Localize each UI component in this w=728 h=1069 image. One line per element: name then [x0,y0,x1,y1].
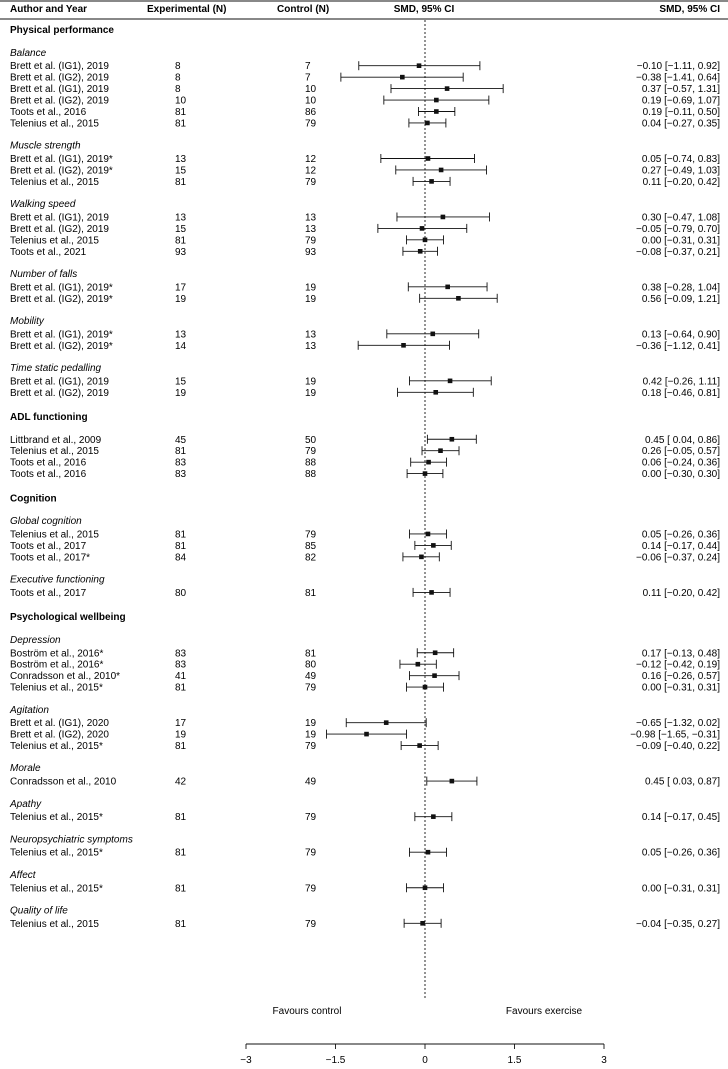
point-estimate-marker [441,215,446,220]
control-n: 13 [305,223,317,235]
point-estimate-marker [419,555,424,560]
study-row [10,177,720,188]
study-name: Telenius et al., 2015 [10,235,99,247]
experimental-n: 81 [175,847,187,859]
study-name: Brett et al. (IG2), 2020 [10,729,109,741]
study-row [10,446,720,457]
experimental-n: 14 [175,340,187,352]
subgroup-title: Depression [10,634,61,646]
x-axis [240,1044,607,1066]
point-estimate-marker [416,662,421,667]
smd-ci-text: 0.26 [−0.05, 0.57] [641,446,720,458]
study-name: Telenius et al., 2015 [10,176,99,188]
control-n: 81 [305,648,317,660]
study-row [10,671,720,682]
x-tick-label: 1.5 [507,1055,522,1066]
study-name: Brett et al. (IG2), 2019 [10,387,109,399]
study-row [10,282,720,293]
study-name: Toots et al., 2016 [10,469,87,481]
smd-ci-text: 0.00 [−0.30, 0.30] [641,469,720,481]
study-name: Brett et al. (IG1), 2019 [10,61,109,73]
point-estimate-marker [433,650,438,655]
experimental-n: 93 [175,246,187,258]
study-row [10,730,720,741]
control-n: 13 [305,212,317,224]
smd-ci-text: 0.13 [−0.64, 0.90] [641,329,720,341]
study-name: Toots et al., 2021 [10,246,87,258]
study-row [10,107,720,118]
study-row [10,741,720,752]
study-row [10,883,720,894]
smd-ci-text: 0.05 [−0.26, 0.36] [641,529,720,541]
control-n: 13 [305,329,317,341]
control-n: 79 [305,682,317,694]
header-smd-text: SMD, 95% CI [659,4,720,15]
subgroup-title: Balance [10,47,47,59]
smd-ci-text: 0.00 [−0.31, 0.31] [641,682,720,694]
experimental-n: 45 [175,434,187,446]
header-smd-plot: SMD, 95% CI [393,4,455,15]
control-n: 19 [305,718,317,730]
x-tick-label: −3 [240,1055,252,1066]
study-name: Littbrand et al., 2009 [10,434,102,446]
study-name: Telenius et al., 2015 [10,918,99,930]
experimental-n: 19 [175,293,187,305]
study-row [10,165,720,176]
point-estimate-marker [429,590,434,595]
study-row [10,812,720,823]
experimental-n: 83 [175,457,187,469]
control-n: 7 [305,61,311,73]
study-row [10,96,720,107]
smd-ci-text: 0.37 [−0.57, 1.31] [641,84,720,96]
point-estimate-marker [445,86,450,91]
x-tick-label: −1.5 [325,1055,346,1066]
point-estimate-marker [450,779,455,784]
study-name: Telenius et al., 2015* [10,847,103,859]
control-n: 79 [305,118,317,130]
study-row [10,247,720,258]
subgroup-title: Quality of life [10,905,68,917]
smd-ci-text: 0.05 [−0.74, 0.83] [641,154,720,165]
experimental-n: 19 [175,729,187,741]
experimental-n: 83 [175,648,187,660]
x-tick-label: 3 [601,1055,607,1066]
study-row [10,777,720,788]
point-estimate-marker [450,437,455,442]
study-name: Brett et al. (IG1), 2019 [10,376,109,388]
smd-ci-text: 0.45 [ 0.04, 0.86] [644,434,720,446]
control-n: 79 [305,176,317,188]
point-estimate-marker [431,543,436,548]
study-row [10,588,720,599]
smd-ci-text: 0.19 [−0.11, 0.50] [642,107,720,118]
section-title: ADL functioning [10,411,88,423]
control-n: 10 [305,84,317,96]
smd-ci-text: 0.30 [−0.47, 1.08] [641,212,720,224]
control-n: 79 [305,918,317,930]
control-n: 19 [305,282,317,294]
point-estimate-marker [417,63,422,68]
header-experimental: Experimental (N) [147,4,227,15]
study-row [10,224,720,235]
study-name: Telenius et al., 2015 [10,446,99,458]
point-estimate-marker [434,98,439,103]
smd-ci-text: −0.08 [−0.37, 0.21] [636,246,720,258]
control-n: 79 [305,741,317,753]
study-name: Brett et al. (IG2), 2019 [10,72,109,84]
point-estimate-marker [401,343,406,348]
experimental-n: 83 [175,469,187,481]
study-name: Conradsson et al., 2010 [10,776,117,788]
experimental-n: 81 [175,176,187,188]
control-n: 19 [305,387,317,399]
point-estimate-marker [429,179,434,184]
point-estimate-marker [400,75,405,80]
study-row [10,660,720,671]
study-row [10,212,720,223]
control-n: 79 [305,812,317,824]
smd-ci-text: 0.14 [−0.17, 0.44] [641,540,720,552]
study-name: Brett et al. (IG1), 2019* [10,329,113,341]
control-n: 86 [305,107,317,118]
experimental-n: 15 [175,376,187,388]
study-row [10,294,720,305]
experimental-n: 81 [175,540,187,552]
experimental-n: 19 [175,387,187,399]
experimental-n: 83 [175,659,187,671]
smd-ci-text: −0.65 [−1.32, 0.02] [636,718,720,730]
point-estimate-marker [456,296,461,301]
point-estimate-marker [438,448,443,453]
study-row [10,118,720,129]
study-name: Toots et al., 2017 [10,587,87,599]
study-name: Toots et al., 2016 [10,107,87,118]
point-estimate-marker [384,720,389,725]
point-estimate-marker [430,332,435,337]
favours-exercise-label: Favours exercise [505,1006,583,1017]
smd-ci-text: 0.38 [−0.28, 1.04] [641,282,720,294]
control-n: 10 [305,95,317,107]
control-n: 88 [305,457,317,469]
smd-ci-text: 0.27 [−0.49, 1.03] [641,165,720,177]
point-estimate-marker [423,885,428,890]
favours-control-label: Favours control [272,1006,342,1017]
study-row [10,919,720,930]
smd-ci-text: 0.00 [−0.31, 0.31] [641,235,720,247]
header-author: Author and Year [10,4,88,15]
point-estimate-marker [426,460,431,465]
smd-ci-text: −0.06 [−0.37, 0.24] [636,552,720,564]
experimental-n: 81 [175,118,187,130]
study-name: Brett et al. (IG2), 2019* [10,293,113,305]
point-estimate-marker [425,121,430,126]
smd-ci-text: −0.98 [−1.65, −0.31] [630,729,720,741]
control-n: 79 [305,883,317,895]
control-n: 79 [305,446,317,458]
study-name: Telenius et al., 2015 [10,529,99,541]
control-n: 19 [305,376,317,388]
study-name: Brett et al. (IG1), 2020 [10,718,109,730]
experimental-n: 15 [175,223,187,235]
smd-ci-text: 0.45 [ 0.03, 0.87] [644,776,720,788]
study-row [10,683,720,694]
control-n: 13 [305,340,317,352]
study-row [10,469,720,480]
point-estimate-marker [439,168,444,173]
experimental-n: 13 [175,154,187,165]
study-row [10,329,720,340]
experimental-n: 13 [175,212,187,224]
point-estimate-marker [364,732,369,737]
study-name: Telenius et al., 2015* [10,682,103,694]
study-name: Telenius et al., 2015* [10,812,103,824]
experimental-n: 81 [175,918,187,930]
experimental-n: 17 [175,282,187,294]
experimental-n: 84 [175,552,187,564]
smd-ci-text: −0.09 [−0.40, 0.22] [636,741,720,753]
subgroup-title: Executive functioning [10,574,105,586]
study-name: Brett et al. (IG2), 2019 [10,223,109,235]
control-n: 88 [305,469,317,481]
smd-ci-text: 0.19 [−0.69, 1.07] [641,95,720,107]
study-name: Boström et al., 2016* [10,659,104,671]
experimental-n: 8 [175,72,181,84]
smd-ci-text: 0.06 [−0.24, 0.36] [641,457,720,469]
point-estimate-marker [423,685,428,690]
point-estimate-marker [445,285,450,290]
point-estimate-marker [432,673,437,678]
experimental-n: 81 [175,446,187,458]
study-row [10,848,720,859]
study-name: Toots et al., 2017 [10,540,87,552]
smd-ci-text: 0.56 [−0.09, 1.21] [641,293,720,305]
subgroup-title: Affect [10,869,36,881]
study-name: Boström et al., 2016* [10,648,104,660]
subgroup-title: Global cognition [10,516,82,528]
point-estimate-marker [448,379,453,384]
study-name: Telenius et al., 2015* [10,883,103,895]
control-n: 7 [305,72,311,84]
x-tick-label: 0 [422,1055,428,1066]
experimental-n: 81 [175,741,187,753]
smd-ci-text: 0.14 [−0.17, 0.45] [641,812,720,824]
subgroup-title: Number of falls [10,268,78,280]
smd-ci-text: −0.12 [−0.42, 0.19] [636,659,720,671]
subgroup-title: Agitation [10,704,49,716]
subgroup-title: Mobility [10,315,44,327]
study-row [10,341,720,352]
control-n: 19 [305,293,317,305]
point-estimate-marker [426,850,431,855]
header-control: Control (N) [277,4,330,15]
smd-ci-text: 0.04 [−0.27, 0.35] [641,118,720,130]
smd-ci-text: 0.42 [−0.26, 1.11] [642,376,720,388]
smd-ci-text: −0.38 [−1.41, 0.64] [636,72,720,84]
subgroup-title: Time static pedalling [10,362,102,374]
control-n: 85 [305,540,317,552]
smd-ci-text: 0.00 [−0.31, 0.31] [641,883,720,895]
study-row [10,541,720,552]
point-estimate-marker [434,109,439,114]
control-n: 49 [305,671,317,683]
study-row [10,552,720,563]
subgroup-title: Muscle strength [10,140,81,152]
study-row [10,154,720,165]
smd-ci-text: −0.04 [−0.35, 0.27] [636,918,720,930]
study-row [10,648,720,659]
control-n: 12 [305,165,317,177]
subgroup-title: Walking speed [10,199,76,211]
subgroup-title: Neuropsychiatric symptoms [10,834,133,846]
subgroup-title: Morale [10,763,41,775]
control-n: 80 [305,659,317,671]
smd-ci-text: 0.11 [−0.20, 0.42] [642,587,720,599]
study-name: Brett et al. (IG1), 2019 [10,84,109,96]
study-row [10,529,720,540]
study-row [10,718,720,729]
study-row [10,61,720,72]
study-row [10,435,720,446]
study-rows [9,25,720,930]
study-row [10,84,720,95]
study-name: Brett et al. (IG2), 2019* [10,340,113,352]
point-estimate-marker [423,471,428,476]
experimental-n: 81 [175,682,187,694]
smd-ci-text: 0.05 [−0.26, 0.36] [641,847,720,859]
control-n: 49 [305,776,317,788]
study-row [10,235,720,246]
control-n: 81 [305,587,317,599]
study-name: Brett et al. (IG2), 2019* [10,165,113,177]
smd-ci-text: 0.11 [−0.20, 0.42] [642,176,720,188]
point-estimate-marker [431,814,436,819]
point-estimate-marker [418,249,423,254]
experimental-n: 81 [175,883,187,895]
experimental-n: 8 [175,84,181,96]
control-n: 79 [305,529,317,541]
control-n: 12 [305,154,317,165]
point-estimate-marker [423,238,428,243]
study-name: Conradsson et al., 2010* [10,671,121,683]
smd-ci-text: 0.18 [−0.46, 0.81] [641,387,720,399]
experimental-n: 80 [175,587,187,599]
smd-ci-text: −0.05 [−0.79, 0.70] [636,223,720,235]
smd-ci-text: −0.10 [−1.11, 0.92] [636,61,720,73]
point-estimate-marker [433,390,438,395]
study-name: Brett et al. (IG1), 2019* [10,154,113,165]
point-estimate-marker [417,743,422,748]
experimental-n: 41 [175,671,187,683]
experimental-n: 17 [175,718,187,730]
subgroup-title: Apathy [10,798,42,810]
study-row [10,458,720,469]
smd-ci-text: 0.17 [−0.13, 0.48] [641,648,720,660]
study-name: Brett et al. (IG2), 2019 [10,95,109,107]
study-name: Telenius et al., 2015* [10,741,103,753]
control-n: 50 [305,434,317,446]
experimental-n: 81 [175,529,187,541]
point-estimate-marker [420,921,425,926]
section-title: Psychological wellbeing [10,612,126,624]
smd-ci-text: −0.36 [−1.12, 0.41] [636,340,720,352]
section-title: Physical performance [10,25,114,36]
control-n: 82 [305,552,317,564]
experimental-n: 81 [175,235,187,247]
point-estimate-marker [420,226,425,231]
experimental-n: 15 [175,165,187,177]
section-title: Cognition [10,493,57,505]
study-name: Toots et al., 2017* [10,552,91,564]
experimental-n: 13 [175,329,187,341]
study-row [10,73,720,84]
experimental-n: 8 [175,61,181,73]
point-estimate-marker [426,156,431,161]
control-n: 79 [305,235,317,247]
experimental-n: 42 [175,776,187,788]
experimental-n: 81 [175,107,187,118]
study-name: Telenius et al., 2015 [10,118,99,130]
experimental-n: 81 [175,812,187,824]
point-estimate-marker [426,532,431,537]
control-n: 79 [305,847,317,859]
control-n: 19 [305,729,317,741]
study-name: Brett et al. (IG1), 2019* [10,282,113,294]
experimental-n: 10 [175,95,187,107]
study-row [10,388,720,399]
study-row [10,376,720,387]
study-name: Brett et al. (IG1), 2019 [10,212,109,224]
study-name: Toots et al., 2016 [10,457,87,469]
control-n: 93 [305,246,317,258]
smd-ci-text: 0.16 [−0.26, 0.57] [641,671,720,683]
